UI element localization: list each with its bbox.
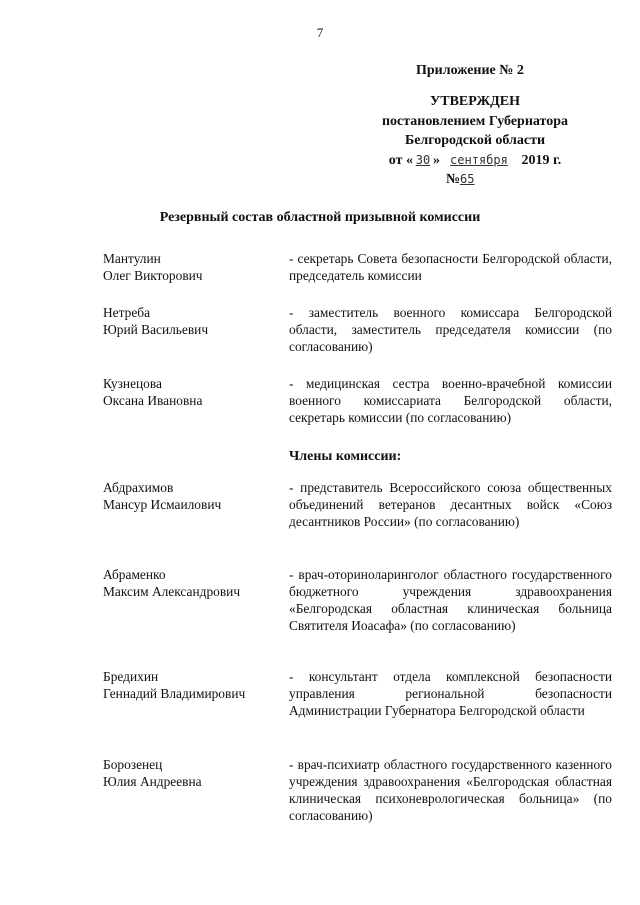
entry-name: [103, 668, 283, 702]
members-heading: Члены комиссии:: [289, 449, 402, 464]
entry-role: - врач-психиатр областного государственного казенного учреждения здравоохранения «Белгородская областная клиническая психоневрологическая больница» (по согласованию): [289, 757, 612, 823]
entry-name: [103, 250, 283, 284]
number-value: 65: [460, 172, 475, 186]
given-names: Мансур Исмаилович: [103, 497, 222, 512]
entry-name: [103, 375, 283, 409]
given-names: Геннадий Владимирович: [103, 686, 246, 701]
surname: Кузнецова: [103, 376, 162, 391]
date-month: сентября: [450, 152, 508, 167]
date-prefix: от «: [388, 152, 413, 168]
entry-role: - заместитель военного комиссара Белгородской области, заместитель председателя комиссии (по согласованию): [289, 305, 612, 354]
entry-role: - консультант отдела комплексной безопасности управления региональной безопасности Администрации Губернатора Белгородской области: [289, 669, 612, 718]
approval-line-1: УТВЕРЖДЕН: [429, 94, 521, 109]
approval-number: [360, 170, 590, 190]
date-year: 2019 г.: [521, 152, 562, 168]
given-names: Юлия Андреевна: [103, 774, 202, 789]
given-names: Олег Викторович: [103, 268, 203, 283]
date-mid: »: [432, 152, 440, 168]
surname: Абдрахимов: [103, 480, 174, 495]
approval-line-3: Белгородской области: [404, 133, 546, 148]
surname: Абраменко: [103, 567, 166, 582]
entry-role: - секретарь Совета безопасности Белгородской области, председатель комиссии: [289, 251, 612, 283]
entry-role: - представитель Всероссийского союза общественных объединений ветеранов десантных войск «Союз десантников России» (по согласованию): [289, 480, 612, 529]
approval-line-2: постановлением Губернатора: [381, 113, 569, 129]
entry-role: - медицинская сестра военно-врачебной комиссии военного комиссариата Белгородской области, секретарь комиссии (по согласованию): [289, 376, 612, 425]
entry-name: [103, 304, 283, 338]
surname: Нетреба: [103, 305, 151, 320]
approval-block: [360, 92, 590, 190]
approval-date: [360, 151, 590, 171]
given-names: Оксана Ивановна: [103, 393, 203, 408]
surname: Бредихин: [103, 669, 159, 684]
date-day: 30: [415, 152, 431, 167]
given-names: Максим Александрович: [103, 584, 241, 599]
surname: Борозенец: [103, 757, 163, 772]
entry-name: [103, 756, 283, 790]
page-number: 7: [316, 25, 324, 40]
appendix-title: Приложение № 2: [416, 63, 524, 78]
entry-name: [103, 479, 283, 513]
entry-name: [103, 566, 283, 600]
given-names: Юрий Васильевич: [103, 322, 209, 337]
number-prefix: №: [445, 172, 461, 187]
surname: Мантулин: [103, 251, 161, 266]
entry-role: - врач-оториноларинголог областного государственного бюджетного учреждения здравоохранения «Белгородская областная клиническая больница Святителя Иоасафа» (по согласованию): [289, 567, 612, 633]
document-title: Резервный состав областной призывной комиссии: [159, 210, 481, 225]
